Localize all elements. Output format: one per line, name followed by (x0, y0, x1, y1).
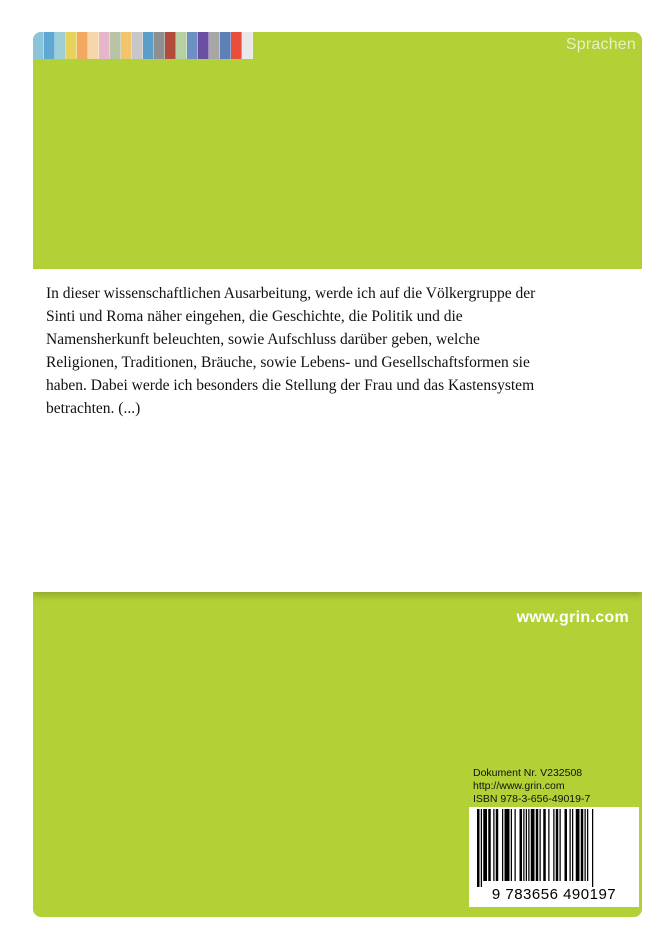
color-tab-5 (77, 32, 88, 59)
barcode-bar (585, 809, 586, 881)
color-tab-4 (66, 32, 77, 59)
barcode-bar (565, 809, 568, 881)
color-tab-16 (198, 32, 209, 59)
color-tab-6 (88, 32, 99, 59)
barcode-digits: 9 783656 490197 (491, 886, 617, 903)
barcode-bar (587, 809, 588, 881)
barcode-bar (581, 809, 584, 881)
barcode-bar (526, 809, 527, 881)
color-tab-15 (187, 32, 198, 59)
color-tab-7 (99, 32, 110, 59)
barcode-bar (515, 809, 516, 881)
barcode-bar (531, 809, 535, 881)
barcode-bar (548, 809, 549, 881)
color-tab-11 (143, 32, 154, 59)
barcode-bar (572, 809, 573, 881)
barcode-bar (556, 809, 559, 881)
color-tab-20 (242, 32, 253, 59)
barcode-bar (496, 809, 499, 881)
barcode-bar (505, 809, 510, 881)
color-tab-19 (231, 32, 242, 59)
barcode-bar (481, 809, 482, 887)
barcode-bar (477, 809, 480, 887)
barcode-bar (560, 809, 561, 881)
color-tab-1 (33, 32, 44, 59)
color-tab-17 (209, 32, 220, 59)
barcode-bar (520, 809, 523, 881)
color-tab-2 (44, 32, 55, 59)
color-tab-13 (165, 32, 176, 59)
barcode-bar (543, 809, 546, 881)
color-tab-12 (154, 32, 165, 59)
document-number: Dokument Nr. V232508 (473, 767, 583, 779)
color-tab-10 (132, 32, 143, 59)
publication-metadata (473, 767, 638, 806)
abstract-panel (33, 269, 642, 592)
series-label: Sprachen (565, 36, 636, 53)
color-tab-strip (33, 32, 253, 59)
barcode-bar (502, 809, 503, 881)
color-tab-8 (110, 32, 121, 59)
isbn-barcode (469, 807, 639, 907)
barcode-bar (483, 809, 487, 881)
barcode-bar (576, 809, 580, 881)
color-tab-3 (55, 32, 66, 59)
publisher-website: www.grin.com (516, 609, 629, 626)
color-tab-14 (176, 32, 187, 59)
barcode-bar (493, 809, 494, 881)
color-tab-18 (220, 32, 231, 59)
barcode-bar (511, 809, 512, 881)
barcode-bar (540, 809, 541, 881)
abstract-text: In dieser wissenschaftlichen Ausarbeitung, werde ich auf die Völkergruppe der Sinti und Roma näher eingehen, die Geschichte, die Politik und die Namensherkunft beleuchten, sowie Aufschluss darüber geben, welche Religionen, Traditionen, Bräuche, sowie Lebens- und Gesellschaftsformen sie haben. Dabei werde ich besonders die Stellung der Frau und das Kastensystem betrachten. (...) (46, 285, 536, 417)
barcode-bar (523, 809, 524, 881)
publisher-url: http://www.grin.com (473, 780, 565, 792)
color-tab-9 (121, 32, 132, 59)
barcode-bar (536, 809, 539, 881)
barcode-bars (475, 809, 633, 887)
book-back-cover (33, 32, 642, 917)
barcode-bar (570, 809, 571, 881)
isbn: ISBN 978-3-656-49019-7 (473, 793, 591, 805)
barcode-bar (528, 809, 529, 881)
barcode-bar (488, 809, 491, 881)
barcode-bar (592, 809, 593, 887)
barcode-bar (553, 809, 554, 881)
